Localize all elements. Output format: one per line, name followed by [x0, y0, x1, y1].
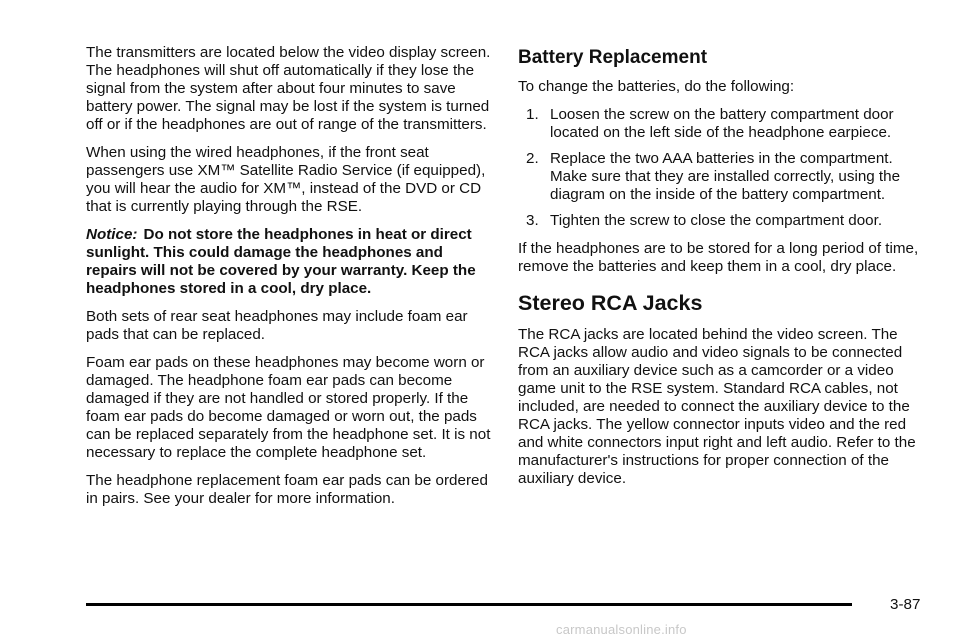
stereo-rca-jacks-heading: Stereo RCA Jacks: [518, 291, 703, 315]
footer-rule: [86, 603, 852, 606]
right-column: [518, 44, 924, 498]
transmitter-paragraph: The transmitters are located below the video display screen. The headphones will shut off automatically if they lose the signal from the system after about four minutes to save battery power. The signal may be lost if the system is turned off or if the headphones are out of range of the transmitters.: [86, 44, 491, 133]
battery-steps-list: [518, 106, 924, 230]
step-text: Loosen the screw on the battery compartment door located on the left side of the headphone earpiece.: [550, 106, 894, 141]
foam-pads-paragraph: Both sets of rear seat headphones may include foam ear pads that can be replaced.: [86, 308, 468, 343]
step-number: 1.: [526, 106, 539, 123]
step-text: Tighten the screw to close the compartment door.: [550, 212, 883, 229]
list-item: [518, 212, 924, 230]
notice-text: Do not store the headphones in heat or direct sunlight. This could damage the headphones and repairs will not be covered by your warranty. Keep the headphones stored in a cool, dry place.: [86, 226, 476, 297]
battery-intro: To change the batteries, do the following:: [518, 78, 795, 95]
foam-damage-paragraph: Foam ear pads on these headphones may become worn or damaged. The headphone foam ear pads can become damaged if they are not handled or stored properly. If the foam ear pads do become damaged or worn out, the pads can be replaced separately from the headphone set. It is not necessary to replace the complete headphone set.: [86, 354, 491, 461]
replacement-pads-paragraph: The headphone replacement foam ear pads can be ordered in pairs. See your dealer for more information.: [86, 472, 488, 507]
left-column: [86, 44, 494, 518]
list-item: [518, 150, 924, 204]
step-text: Replace the two AAA batteries in the compartment. Make sure that they are installed correctly, using the diagram on the inside of the battery compartment.: [550, 150, 901, 203]
rca-jacks-paragraph: The RCA jacks are located behind the video screen. The RCA jacks allow audio and video signals to be connected from an auxiliary device such as a camcorder or a video game unit to the RSE system. Standard RCA cables, not included, are needed to connect the auxiliary device to the RCA jacks. The yellow connector inputs video and the red and white connectors input right and left audio. Refer to the manufacturer's instructions for proper connection of the auxiliary device.: [518, 326, 916, 487]
watermark: carmanualsonline.info: [556, 622, 687, 637]
notice-paragraph: [86, 226, 494, 298]
notice-label: Notice:: [86, 226, 138, 243]
battery-storage-paragraph: If the headphones are to be stored for a long period of time, remove the batteries and keep them in a cool, dry place.: [518, 240, 919, 275]
list-item: [518, 106, 924, 142]
step-number: 3.: [526, 212, 539, 229]
page-number: 3-87: [890, 596, 921, 613]
step-number: 2.: [526, 150, 539, 167]
wired-headphones-paragraph: When using the wired headphones, if the front seat passengers use XM™ Satellite Radio Service (if equipped), you will hear the audio for XM™, instead of the DVD or CD that is currently playing through the RSE.: [86, 144, 486, 215]
battery-replacement-heading: Battery Replacement: [518, 47, 708, 68]
